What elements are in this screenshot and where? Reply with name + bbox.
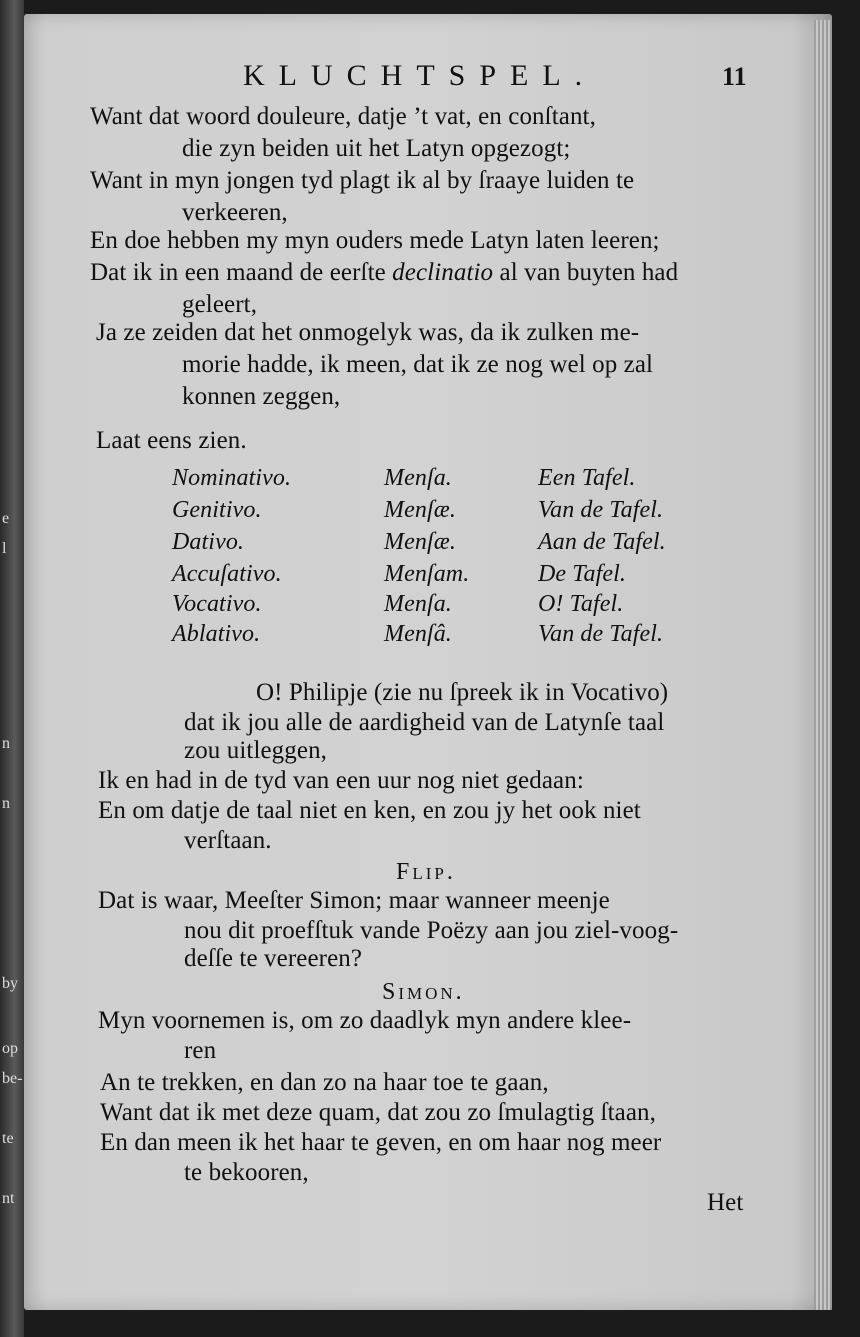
latin-form: Menſa.	[384, 591, 452, 617]
latin-form: Menſa.	[384, 465, 452, 491]
speaker-name: Simon.	[382, 979, 465, 1005]
verse-line: Want dat woord douleure, datje ’t vat, en conſtant,	[90, 103, 596, 130]
margin-fragment: te	[2, 1130, 14, 1147]
latin-term: declinatio	[392, 259, 494, 286]
verse-line: Myn voornemen is, om zo daadlyk myn andere klee-	[98, 1007, 632, 1034]
case-name: Ablativo.	[172, 621, 261, 647]
verse-line: Laat eens zien.	[96, 427, 247, 454]
dutch-translation: Van de Tafel.	[538, 621, 664, 647]
verse-line: geleert,	[182, 291, 258, 318]
verse-line: En om datje de taal niet en ken, en zou jy het ook niet	[98, 797, 641, 824]
latin-form: Menſæ.	[384, 497, 456, 523]
margin-fragment: e	[2, 510, 10, 527]
verse-line: konnen zeggen,	[182, 383, 341, 410]
margin-fragment: op	[2, 1040, 18, 1057]
verse-line: An te trekken, en dan zo na haar toe te gaan,	[100, 1069, 549, 1096]
verse-line: deſſe te vereeren?	[184, 945, 363, 972]
verse-line: Want in myn jongen tyd plagt ik al by ſraaye luiden te	[90, 167, 635, 194]
verse-line: te bekooren,	[184, 1159, 309, 1186]
verse-line: Dat is waar, Meeſter Simon; maar wanneer meenje	[98, 887, 610, 914]
dutch-translation: Een Tafel.	[538, 465, 636, 491]
verse-line	[90, 256, 678, 289]
latin-form: Menſam.	[384, 561, 470, 587]
verse-line: die zyn beiden uit het Latyn opgezogt;	[182, 135, 571, 162]
margin-fragment: by	[2, 975, 18, 992]
latin-form: Menſæ.	[384, 529, 456, 555]
case-name: Genitivo.	[172, 497, 262, 523]
catchword: Het	[707, 1189, 744, 1216]
speaker-name: Flip.	[396, 859, 456, 885]
verse-line: O! Philipje (zie nu ſpreek ik in Vocativo)	[256, 679, 669, 706]
dutch-translation: O! Tafel.	[538, 591, 624, 617]
margin-fragment: nt	[2, 1190, 15, 1207]
latin-form: Menſâ.	[384, 621, 452, 647]
verse-line: zou uitleggen,	[184, 737, 328, 764]
margin-fragment: l	[2, 540, 7, 557]
verse-line: verkeeren,	[182, 199, 288, 226]
verse-line: Ik en had in de tyd van een uur nog niet gedaan:	[98, 767, 584, 794]
running-header: KLUCHTSPEL.	[243, 59, 597, 92]
margin-fragment: be-	[2, 1070, 23, 1087]
verse-line: morie hadde, ik meen, dat ik ze nog wel op zal	[182, 351, 654, 378]
case-name: Vocativo.	[172, 591, 262, 617]
page-number: 11	[722, 62, 747, 91]
verse-line: nou dit proefſtuk vande Poëzy aan jou ziel-voog-	[184, 917, 679, 944]
margin-fragment: n	[2, 795, 10, 812]
verse-line: Want dat ik met deze quam, dat zou zo ſmulagtig ſtaan,	[100, 1099, 656, 1126]
case-name: Dativo.	[172, 529, 245, 555]
dutch-translation: Van de Tafel.	[538, 497, 664, 523]
verse-text: al van buyten had	[493, 259, 679, 286]
margin-fragment: n	[2, 735, 10, 752]
verse-text: Dat ik in een maand de eerſte	[90, 259, 393, 286]
verse-line: ren	[184, 1037, 217, 1064]
dutch-translation: Aan de Tafel.	[538, 529, 666, 555]
verse-line: En doe hebben my myn ouders mede Latyn laten leeren;	[90, 227, 660, 254]
verse-line: Ja ze zeiden dat het onmogelyk was, da ik zulken me-	[96, 319, 640, 346]
dutch-translation: De Tafel.	[538, 561, 627, 587]
case-name: Accuſativo.	[172, 561, 282, 587]
case-name: Nominativo.	[172, 465, 292, 491]
verse-line: En dan meen ik het haar te geven, en om haar nog meer	[100, 1129, 662, 1156]
verse-line: dat ik jou alle de aardigheid van de Latynſe taal	[184, 709, 665, 736]
verse-line: verſtaan.	[184, 827, 272, 854]
